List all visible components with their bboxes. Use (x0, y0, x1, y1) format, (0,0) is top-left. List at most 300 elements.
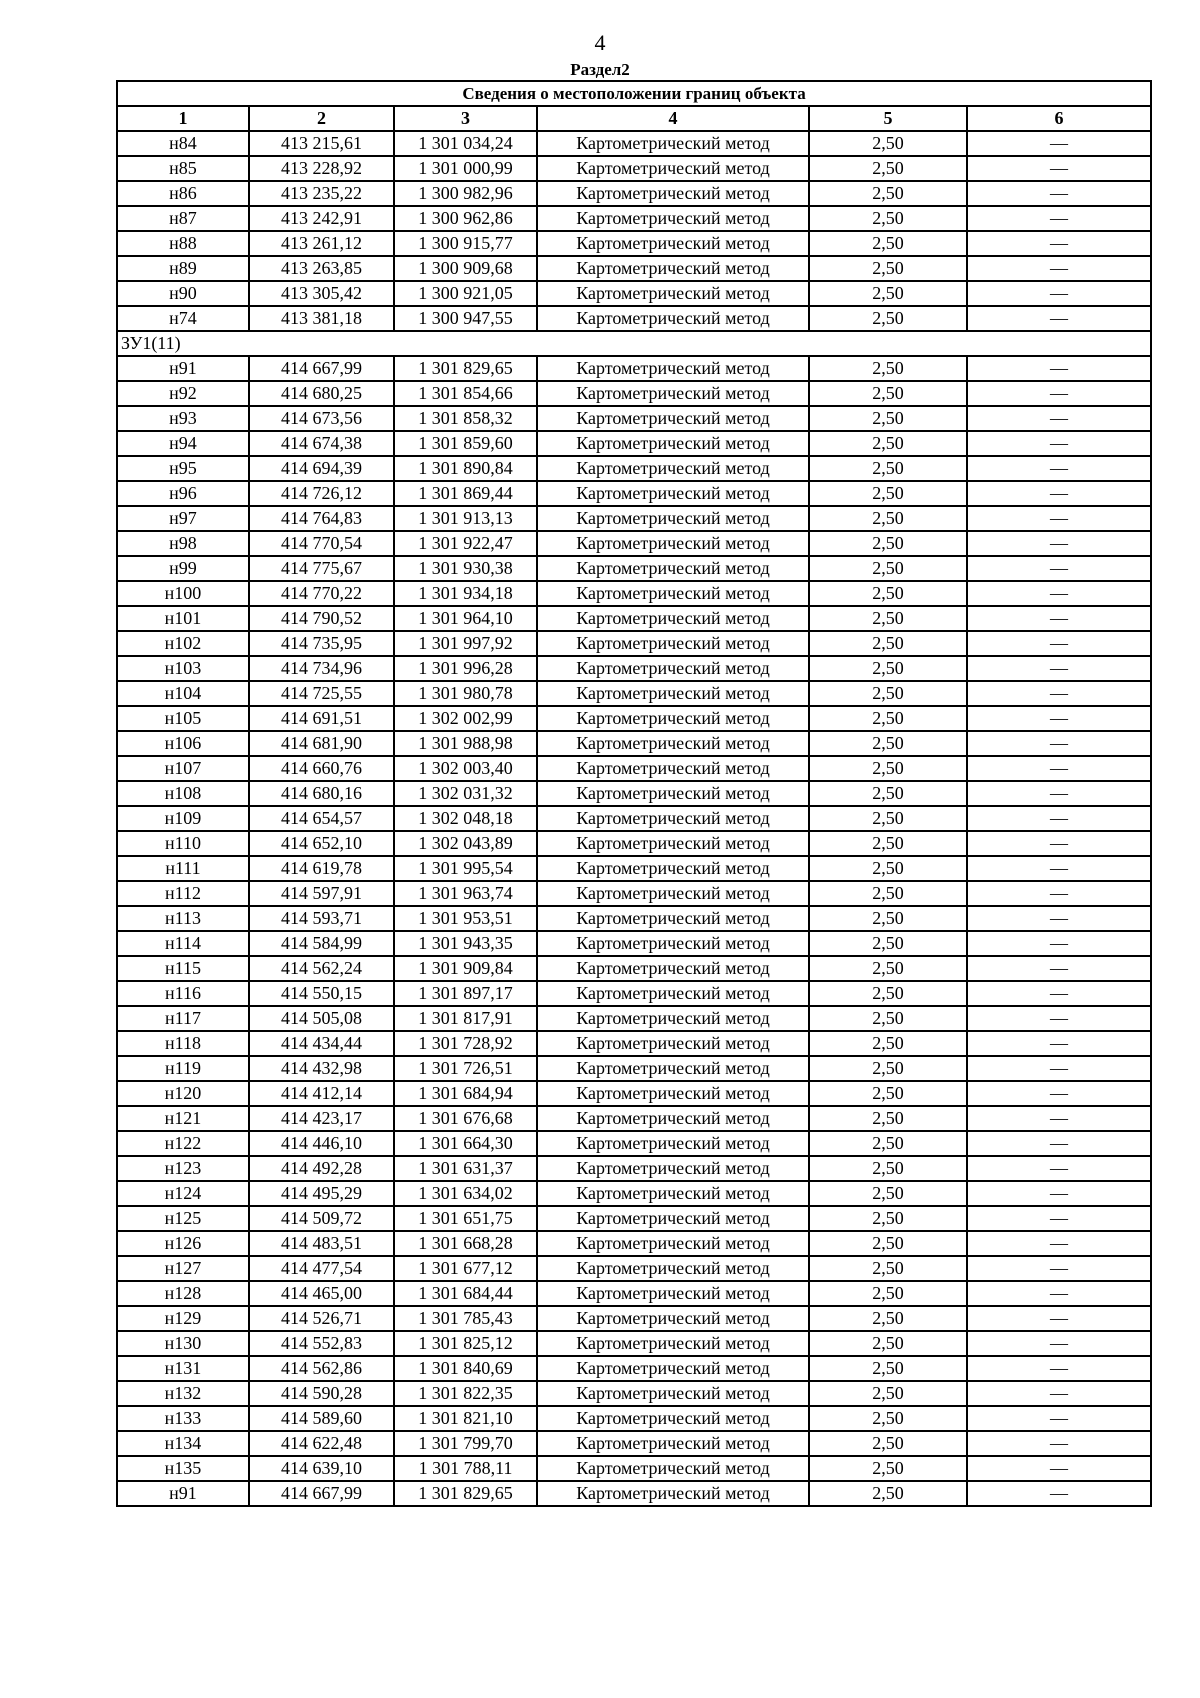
table-row (117, 556, 1151, 581)
point-cell: н86 (117, 181, 249, 206)
method-cell: Картометрический метод (537, 556, 809, 581)
y-coordinate-cell: 1 301 034,24 (394, 131, 537, 156)
method-cell: Картометрический метод (537, 956, 809, 981)
y-coordinate-cell: 1 301 822,35 (394, 1381, 537, 1406)
x-coordinate-cell: 414 726,12 (249, 481, 394, 506)
note-cell: — (967, 1281, 1151, 1306)
x-coordinate-cell: 414 691,51 (249, 706, 394, 731)
point-cell: н102 (117, 631, 249, 656)
accuracy-cell: 2,50 (809, 506, 967, 531)
method-cell: Картометрический метод (537, 256, 809, 281)
method-cell: Картометрический метод (537, 731, 809, 756)
note-cell: — (967, 581, 1151, 606)
x-coordinate-cell: 414 550,15 (249, 981, 394, 1006)
column-header: 5 (809, 106, 967, 131)
x-coordinate-cell: 414 660,76 (249, 756, 394, 781)
y-coordinate-cell: 1 300 915,77 (394, 231, 537, 256)
column-header: 3 (394, 106, 537, 131)
x-coordinate-cell: 414 622,48 (249, 1431, 394, 1456)
point-cell: н88 (117, 231, 249, 256)
point-cell: н93 (117, 406, 249, 431)
point-cell: н109 (117, 806, 249, 831)
note-cell: — (967, 231, 1151, 256)
note-cell: — (967, 356, 1151, 381)
point-cell: н92 (117, 381, 249, 406)
accuracy-cell: 2,50 (809, 1131, 967, 1156)
note-cell: — (967, 181, 1151, 206)
x-coordinate-cell: 414 680,25 (249, 381, 394, 406)
note-cell: — (967, 631, 1151, 656)
x-coordinate-cell: 414 667,99 (249, 356, 394, 381)
note-cell: — (967, 206, 1151, 231)
method-cell: Картометрический метод (537, 1431, 809, 1456)
table-row (117, 656, 1151, 681)
y-coordinate-cell: 1 302 048,18 (394, 806, 537, 831)
y-coordinate-cell: 1 301 668,28 (394, 1231, 537, 1256)
y-coordinate-cell: 1 300 982,96 (394, 181, 537, 206)
note-cell: — (967, 706, 1151, 731)
table-body (117, 81, 1151, 1506)
x-coordinate-cell: 414 734,96 (249, 656, 394, 681)
y-coordinate-cell: 1 301 922,47 (394, 531, 537, 556)
accuracy-cell: 2,50 (809, 1356, 967, 1381)
point-cell: н103 (117, 656, 249, 681)
accuracy-cell: 2,50 (809, 981, 967, 1006)
table-row (117, 431, 1151, 456)
table-row (117, 1481, 1151, 1506)
table-row (117, 681, 1151, 706)
accuracy-cell: 2,50 (809, 831, 967, 856)
x-coordinate-cell: 413 228,92 (249, 156, 394, 181)
accuracy-cell: 2,50 (809, 956, 967, 981)
method-cell: Картометрический метод (537, 1456, 809, 1481)
accuracy-cell: 2,50 (809, 1281, 967, 1306)
accuracy-cell: 2,50 (809, 156, 967, 181)
x-coordinate-cell: 414 584,99 (249, 931, 394, 956)
table-row (117, 831, 1151, 856)
table-caption-row (117, 81, 1151, 106)
x-coordinate-cell: 414 423,17 (249, 1106, 394, 1131)
point-cell: н121 (117, 1106, 249, 1131)
x-coordinate-cell: 414 770,54 (249, 531, 394, 556)
page-number: 4 (594, 30, 606, 55)
x-coordinate-cell: 414 483,51 (249, 1231, 394, 1256)
note-cell: — (967, 1081, 1151, 1106)
note-cell: — (967, 1231, 1151, 1256)
x-coordinate-cell: 414 790,52 (249, 606, 394, 631)
note-cell: — (967, 156, 1151, 181)
y-coordinate-cell: 1 301 840,69 (394, 1356, 537, 1381)
table-row (117, 881, 1151, 906)
note-cell: — (967, 1131, 1151, 1156)
accuracy-cell: 2,50 (809, 1231, 967, 1256)
table-row (117, 731, 1151, 756)
y-coordinate-cell: 1 301 677,12 (394, 1256, 537, 1281)
point-cell: н128 (117, 1281, 249, 1306)
point-cell: н129 (117, 1306, 249, 1331)
accuracy-cell: 2,50 (809, 806, 967, 831)
table-row (117, 1056, 1151, 1081)
accuracy-cell: 2,50 (809, 531, 967, 556)
accuracy-cell: 2,50 (809, 681, 967, 706)
method-cell: Картометрический метод (537, 706, 809, 731)
x-coordinate-cell: 414 446,10 (249, 1131, 394, 1156)
x-coordinate-cell: 414 681,90 (249, 731, 394, 756)
y-coordinate-cell: 1 301 869,44 (394, 481, 537, 506)
x-coordinate-cell: 414 590,28 (249, 1381, 394, 1406)
y-coordinate-cell: 1 301 953,51 (394, 906, 537, 931)
y-coordinate-cell: 1 301 684,94 (394, 1081, 537, 1106)
point-cell: н87 (117, 206, 249, 231)
note-cell: — (967, 831, 1151, 856)
note-cell: — (967, 681, 1151, 706)
coordinates-table (116, 80, 1152, 1507)
x-coordinate-cell: 414 652,10 (249, 831, 394, 856)
table-row (117, 181, 1151, 206)
method-cell: Картометрический метод (537, 831, 809, 856)
table-row (117, 1081, 1151, 1106)
group-label: ЗУ1(11) (117, 331, 1151, 356)
note-cell: — (967, 1406, 1151, 1431)
note-cell: — (967, 656, 1151, 681)
method-cell: Картометрический метод (537, 456, 809, 481)
x-coordinate-cell: 413 261,12 (249, 231, 394, 256)
method-cell: Картометрический метод (537, 181, 809, 206)
y-coordinate-cell: 1 301 817,91 (394, 1006, 537, 1031)
method-cell: Картометрический метод (537, 1256, 809, 1281)
accuracy-cell: 2,50 (809, 1206, 967, 1231)
x-coordinate-cell: 413 305,42 (249, 281, 394, 306)
note-cell: — (967, 431, 1151, 456)
method-cell: Картометрический метод (537, 381, 809, 406)
x-coordinate-cell: 414 694,39 (249, 456, 394, 481)
table-row (117, 981, 1151, 1006)
x-coordinate-cell: 413 381,18 (249, 306, 394, 331)
x-coordinate-cell: 414 562,24 (249, 956, 394, 981)
accuracy-cell: 2,50 (809, 856, 967, 881)
accuracy-cell: 2,50 (809, 1406, 967, 1431)
method-cell: Картометрический метод (537, 356, 809, 381)
table-row (117, 506, 1151, 531)
point-cell: н120 (117, 1081, 249, 1106)
y-coordinate-cell: 1 300 962,86 (394, 206, 537, 231)
accuracy-cell: 2,50 (809, 306, 967, 331)
note-cell: — (967, 1106, 1151, 1131)
point-cell: н101 (117, 606, 249, 631)
accuracy-cell: 2,50 (809, 456, 967, 481)
note-cell: — (967, 906, 1151, 931)
point-cell: н105 (117, 706, 249, 731)
note-cell: — (967, 1031, 1151, 1056)
y-coordinate-cell: 1 301 913,13 (394, 506, 537, 531)
note-cell: — (967, 1006, 1151, 1031)
table-row (117, 1431, 1151, 1456)
method-cell: Картометрический метод (537, 1056, 809, 1081)
y-coordinate-cell: 1 301 728,92 (394, 1031, 537, 1056)
table-row (117, 1356, 1151, 1381)
y-coordinate-cell: 1 301 631,37 (394, 1156, 537, 1181)
note-cell: — (967, 456, 1151, 481)
point-cell: н89 (117, 256, 249, 281)
y-coordinate-cell: 1 301 934,18 (394, 581, 537, 606)
accuracy-cell: 2,50 (809, 431, 967, 456)
y-coordinate-cell: 1 301 980,78 (394, 681, 537, 706)
method-cell: Картометрический метод (537, 1356, 809, 1381)
table-row (117, 1331, 1151, 1356)
note-cell: — (967, 1056, 1151, 1081)
method-cell: Картометрический метод (537, 1406, 809, 1431)
table-group-row (117, 331, 1151, 356)
y-coordinate-cell: 1 301 943,35 (394, 931, 537, 956)
table-row (117, 156, 1151, 181)
note-cell: — (967, 1431, 1151, 1456)
accuracy-cell: 2,50 (809, 1081, 967, 1106)
method-cell: Картометрический метод (537, 881, 809, 906)
point-cell: н98 (117, 531, 249, 556)
method-cell: Картометрический метод (537, 1206, 809, 1231)
point-cell: н134 (117, 1431, 249, 1456)
method-cell: Картометрический метод (537, 1181, 809, 1206)
accuracy-cell: 2,50 (809, 731, 967, 756)
method-cell: Картометрический метод (537, 306, 809, 331)
table-row (117, 131, 1151, 156)
method-cell: Картометрический метод (537, 406, 809, 431)
note-cell: — (967, 1156, 1151, 1181)
y-coordinate-cell: 1 301 963,74 (394, 881, 537, 906)
point-cell: н114 (117, 931, 249, 956)
point-cell: н123 (117, 1156, 249, 1181)
method-cell: Картометрический метод (537, 481, 809, 506)
note-cell: — (967, 781, 1151, 806)
note-cell: — (967, 1306, 1151, 1331)
x-coordinate-cell: 414 434,44 (249, 1031, 394, 1056)
x-coordinate-cell: 414 597,91 (249, 881, 394, 906)
y-coordinate-cell: 1 301 995,54 (394, 856, 537, 881)
column-header: 1 (117, 106, 249, 131)
point-cell: н112 (117, 881, 249, 906)
note-cell: — (967, 756, 1151, 781)
y-coordinate-cell: 1 301 997,92 (394, 631, 537, 656)
accuracy-cell: 2,50 (809, 181, 967, 206)
accuracy-cell: 2,50 (809, 406, 967, 431)
x-coordinate-cell: 414 432,98 (249, 1056, 394, 1081)
accuracy-cell: 2,50 (809, 1106, 967, 1131)
x-coordinate-cell: 414 680,16 (249, 781, 394, 806)
accuracy-cell: 2,50 (809, 1006, 967, 1031)
point-cell: н84 (117, 131, 249, 156)
method-cell: Картометрический метод (537, 656, 809, 681)
accuracy-cell: 2,50 (809, 881, 967, 906)
x-coordinate-cell: 413 242,91 (249, 206, 394, 231)
table-row (117, 781, 1151, 806)
y-coordinate-cell: 1 301 821,10 (394, 1406, 537, 1431)
y-coordinate-cell: 1 301 859,60 (394, 431, 537, 456)
table-row (117, 531, 1151, 556)
x-coordinate-cell: 414 770,22 (249, 581, 394, 606)
method-cell: Картометрический метод (537, 281, 809, 306)
table-row (117, 1406, 1151, 1431)
x-coordinate-cell: 414 589,60 (249, 1406, 394, 1431)
method-cell: Картометрический метод (537, 931, 809, 956)
note-cell: — (967, 881, 1151, 906)
point-cell: н126 (117, 1231, 249, 1256)
accuracy-cell: 2,50 (809, 481, 967, 506)
point-cell: н104 (117, 681, 249, 706)
point-cell: н99 (117, 556, 249, 581)
column-header: 2 (249, 106, 394, 131)
point-cell: н96 (117, 481, 249, 506)
table-row (117, 756, 1151, 781)
y-coordinate-cell: 1 301 799,70 (394, 1431, 537, 1456)
table-row (117, 1256, 1151, 1281)
accuracy-cell: 2,50 (809, 206, 967, 231)
table-row (117, 1206, 1151, 1231)
point-cell: н113 (117, 906, 249, 931)
table-row (117, 481, 1151, 506)
y-coordinate-cell: 1 302 043,89 (394, 831, 537, 856)
point-cell: н135 (117, 1456, 249, 1481)
y-coordinate-cell: 1 300 909,68 (394, 256, 537, 281)
y-coordinate-cell: 1 301 829,65 (394, 1481, 537, 1506)
table-row (117, 1181, 1151, 1206)
point-cell: н94 (117, 431, 249, 456)
accuracy-cell: 2,50 (809, 1181, 967, 1206)
y-coordinate-cell: 1 301 890,84 (394, 456, 537, 481)
accuracy-cell: 2,50 (809, 756, 967, 781)
x-coordinate-cell: 413 235,22 (249, 181, 394, 206)
x-coordinate-cell: 414 735,95 (249, 631, 394, 656)
note-cell: — (967, 1206, 1151, 1231)
y-coordinate-cell: 1 302 003,40 (394, 756, 537, 781)
y-coordinate-cell: 1 300 947,55 (394, 306, 537, 331)
table-row (117, 1006, 1151, 1031)
table-row (117, 856, 1151, 881)
accuracy-cell: 2,50 (809, 581, 967, 606)
x-coordinate-cell: 413 215,61 (249, 131, 394, 156)
note-cell: — (967, 506, 1151, 531)
note-cell: — (967, 481, 1151, 506)
accuracy-cell: 2,50 (809, 356, 967, 381)
table-row (117, 1156, 1151, 1181)
accuracy-cell: 2,50 (809, 1431, 967, 1456)
table-row (117, 1031, 1151, 1056)
y-coordinate-cell: 1 301 988,98 (394, 731, 537, 756)
accuracy-cell: 2,50 (809, 381, 967, 406)
section-title: Раздел2 (570, 60, 630, 79)
table-row (117, 381, 1151, 406)
table-row (117, 1456, 1151, 1481)
method-cell: Картометрический метод (537, 1156, 809, 1181)
note-cell: — (967, 1181, 1151, 1206)
method-cell: Картометрический метод (537, 531, 809, 556)
method-cell: Картометрический метод (537, 1481, 809, 1506)
method-cell: Картометрический метод (537, 756, 809, 781)
table-row (117, 956, 1151, 981)
point-cell: н118 (117, 1031, 249, 1056)
table-row (117, 806, 1151, 831)
x-coordinate-cell: 414 673,56 (249, 406, 394, 431)
point-cell: н127 (117, 1256, 249, 1281)
point-cell: н85 (117, 156, 249, 181)
accuracy-cell: 2,50 (809, 631, 967, 656)
table-row (117, 1381, 1151, 1406)
table-row (117, 1131, 1151, 1156)
y-coordinate-cell: 1 301 634,02 (394, 1181, 537, 1206)
method-cell: Картометрический метод (537, 1006, 809, 1031)
y-coordinate-cell: 1 301 909,84 (394, 956, 537, 981)
table-row (117, 356, 1151, 381)
point-cell: н95 (117, 456, 249, 481)
point-cell: н119 (117, 1056, 249, 1081)
accuracy-cell: 2,50 (809, 256, 967, 281)
accuracy-cell: 2,50 (809, 1156, 967, 1181)
point-cell: н131 (117, 1356, 249, 1381)
x-coordinate-cell: 413 263,85 (249, 256, 394, 281)
y-coordinate-cell: 1 301 788,11 (394, 1456, 537, 1481)
method-cell: Картометрический метод (537, 506, 809, 531)
x-coordinate-cell: 414 509,72 (249, 1206, 394, 1231)
x-coordinate-cell: 414 465,00 (249, 1281, 394, 1306)
method-cell: Картометрический метод (537, 156, 809, 181)
y-coordinate-cell: 1 301 964,10 (394, 606, 537, 631)
accuracy-cell: 2,50 (809, 1481, 967, 1506)
method-cell: Картометрический метод (537, 681, 809, 706)
point-cell: н111 (117, 856, 249, 881)
table-row (117, 1281, 1151, 1306)
x-coordinate-cell: 414 725,55 (249, 681, 394, 706)
x-coordinate-cell: 414 505,08 (249, 1006, 394, 1031)
note-cell: — (967, 131, 1151, 156)
table-row (117, 1306, 1151, 1331)
x-coordinate-cell: 414 654,57 (249, 806, 394, 831)
point-cell: н125 (117, 1206, 249, 1231)
table-row (117, 1106, 1151, 1131)
table-row (117, 206, 1151, 231)
note-cell: — (967, 281, 1151, 306)
method-cell: Картометрический метод (537, 1331, 809, 1356)
table-row (117, 256, 1151, 281)
note-cell: — (967, 731, 1151, 756)
point-cell: н97 (117, 506, 249, 531)
y-coordinate-cell: 1 301 858,32 (394, 406, 537, 431)
y-coordinate-cell: 1 301 930,38 (394, 556, 537, 581)
x-coordinate-cell: 414 495,29 (249, 1181, 394, 1206)
x-coordinate-cell: 414 639,10 (249, 1456, 394, 1481)
y-coordinate-cell: 1 301 651,75 (394, 1206, 537, 1231)
point-cell: н124 (117, 1181, 249, 1206)
y-coordinate-cell: 1 301 854,66 (394, 381, 537, 406)
x-coordinate-cell: 414 667,99 (249, 1481, 394, 1506)
point-cell: н91 (117, 356, 249, 381)
accuracy-cell: 2,50 (809, 931, 967, 956)
table-caption: Сведения о местоположении границ объекта (117, 81, 1151, 106)
point-cell: н132 (117, 1381, 249, 1406)
note-cell: — (967, 931, 1151, 956)
method-cell: Картометрический метод (537, 1306, 809, 1331)
method-cell: Картометрический метод (537, 1031, 809, 1056)
x-coordinate-cell: 414 526,71 (249, 1306, 394, 1331)
point-cell: н107 (117, 756, 249, 781)
y-coordinate-cell: 1 301 996,28 (394, 656, 537, 681)
method-cell: Картометрический метод (537, 856, 809, 881)
x-coordinate-cell: 414 619,78 (249, 856, 394, 881)
method-cell: Картометрический метод (537, 431, 809, 456)
y-coordinate-cell: 1 301 676,68 (394, 1106, 537, 1131)
method-cell: Картометрический метод (537, 581, 809, 606)
y-coordinate-cell: 1 301 684,44 (394, 1281, 537, 1306)
note-cell: — (967, 856, 1151, 881)
accuracy-cell: 2,50 (809, 1456, 967, 1481)
